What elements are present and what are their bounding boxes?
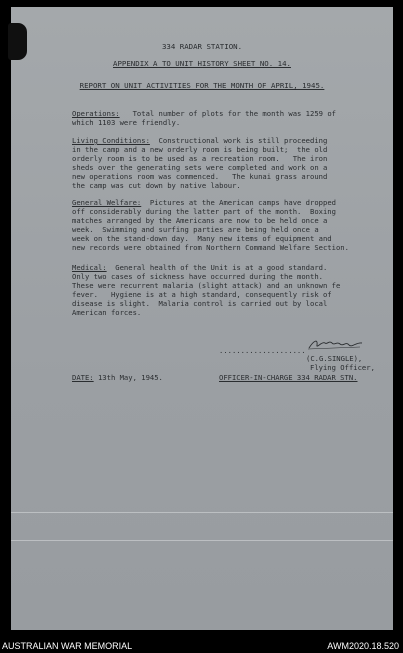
medical-line-3: These were recurrent malaria (slight attack) and an unknown fe: [72, 281, 341, 290]
living-label: Living Conditions:: [72, 136, 150, 145]
welfare-line-3: matches arranged by the Americans are now to be held once a: [72, 216, 328, 225]
operations-line-2: which 1103 were friendly.: [72, 118, 181, 127]
signatory-role: OFFICER-IN-CHARGE 334 RADAR STN.: [219, 373, 358, 382]
date-label: DATE:: [72, 373, 94, 382]
document-date: [72, 374, 163, 383]
binder-clip: [8, 23, 27, 60]
operations-line-1: Operations: Total number of plots for the month was 1259 of: [72, 109, 336, 118]
date-value: 13th May, 1945.: [93, 373, 163, 382]
footer-credit: AUSTRALIAN WAR MEMORIAL: [2, 641, 133, 651]
medical-line-2: Only two cases of sickness have occurred during the month.: [72, 272, 323, 281]
welfare-line-4: week. Swimming and surfing parties are being held once a: [72, 225, 319, 234]
medical-line-6: American forces.: [72, 308, 142, 317]
medical-line-4: fever. Hygiene is at a high standard, consequently risk of: [72, 290, 332, 299]
report-title: REPORT ON UNIT ACTIVITIES FOR THE MONTH OF APRIL, 1945.: [79, 81, 325, 90]
document-page: [11, 7, 393, 630]
welfare-line-2: off considerably during the latter part of the month. Boxing: [72, 207, 336, 216]
handwritten-signature: [306, 337, 364, 351]
medical-line-1: Medical: General health of the Unit is at a good standard.: [72, 263, 328, 272]
welfare-label: General Welfare:: [72, 198, 142, 207]
station-heading: 334 RADAR STATION.: [161, 42, 243, 51]
operations-label: Operations:: [72, 109, 120, 118]
welfare-line-6: new records were obtained from Northern Command Welfare Section.: [72, 243, 349, 252]
living-line-2: in the camp and a new orderly room is being built; the old: [72, 145, 328, 154]
medical-line-5: disease is slight. Malaria control is carried out by local: [72, 299, 328, 308]
appendix-heading: APPENDIX A TO UNIT HISTORY SHEET NO. 14.: [113, 59, 291, 68]
archive-footer: [0, 640, 403, 653]
signatory-rank: Flying Officer,: [310, 363, 375, 372]
paper-crease: [11, 512, 393, 513]
signature-dots: ....................: [219, 346, 306, 355]
living-line-3: orderly room is to be used as a recreation room. The iron: [72, 154, 328, 163]
living-line-4: sheds over the generating sets were completed and work on a: [72, 163, 328, 172]
medical-label: Medical:: [72, 263, 107, 272]
paper-crease: [11, 540, 393, 541]
signatory-name: (C.G.SINGLE),: [306, 354, 363, 363]
welfare-line-1: General Welfare: Pictures at the American camps have dropped: [72, 198, 336, 207]
living-line-1: Living Conditions: Constructional work is still proceeding: [72, 136, 328, 145]
living-line-5: new operations room was commenced. The kunai grass around: [72, 172, 328, 181]
living-line-6: the camp was cut down by native labour.: [72, 181, 241, 190]
welfare-line-5: week on the stand-down day. Many new items of equipment and: [72, 234, 332, 243]
footer-accession: AWM2020.18.520: [327, 641, 399, 651]
